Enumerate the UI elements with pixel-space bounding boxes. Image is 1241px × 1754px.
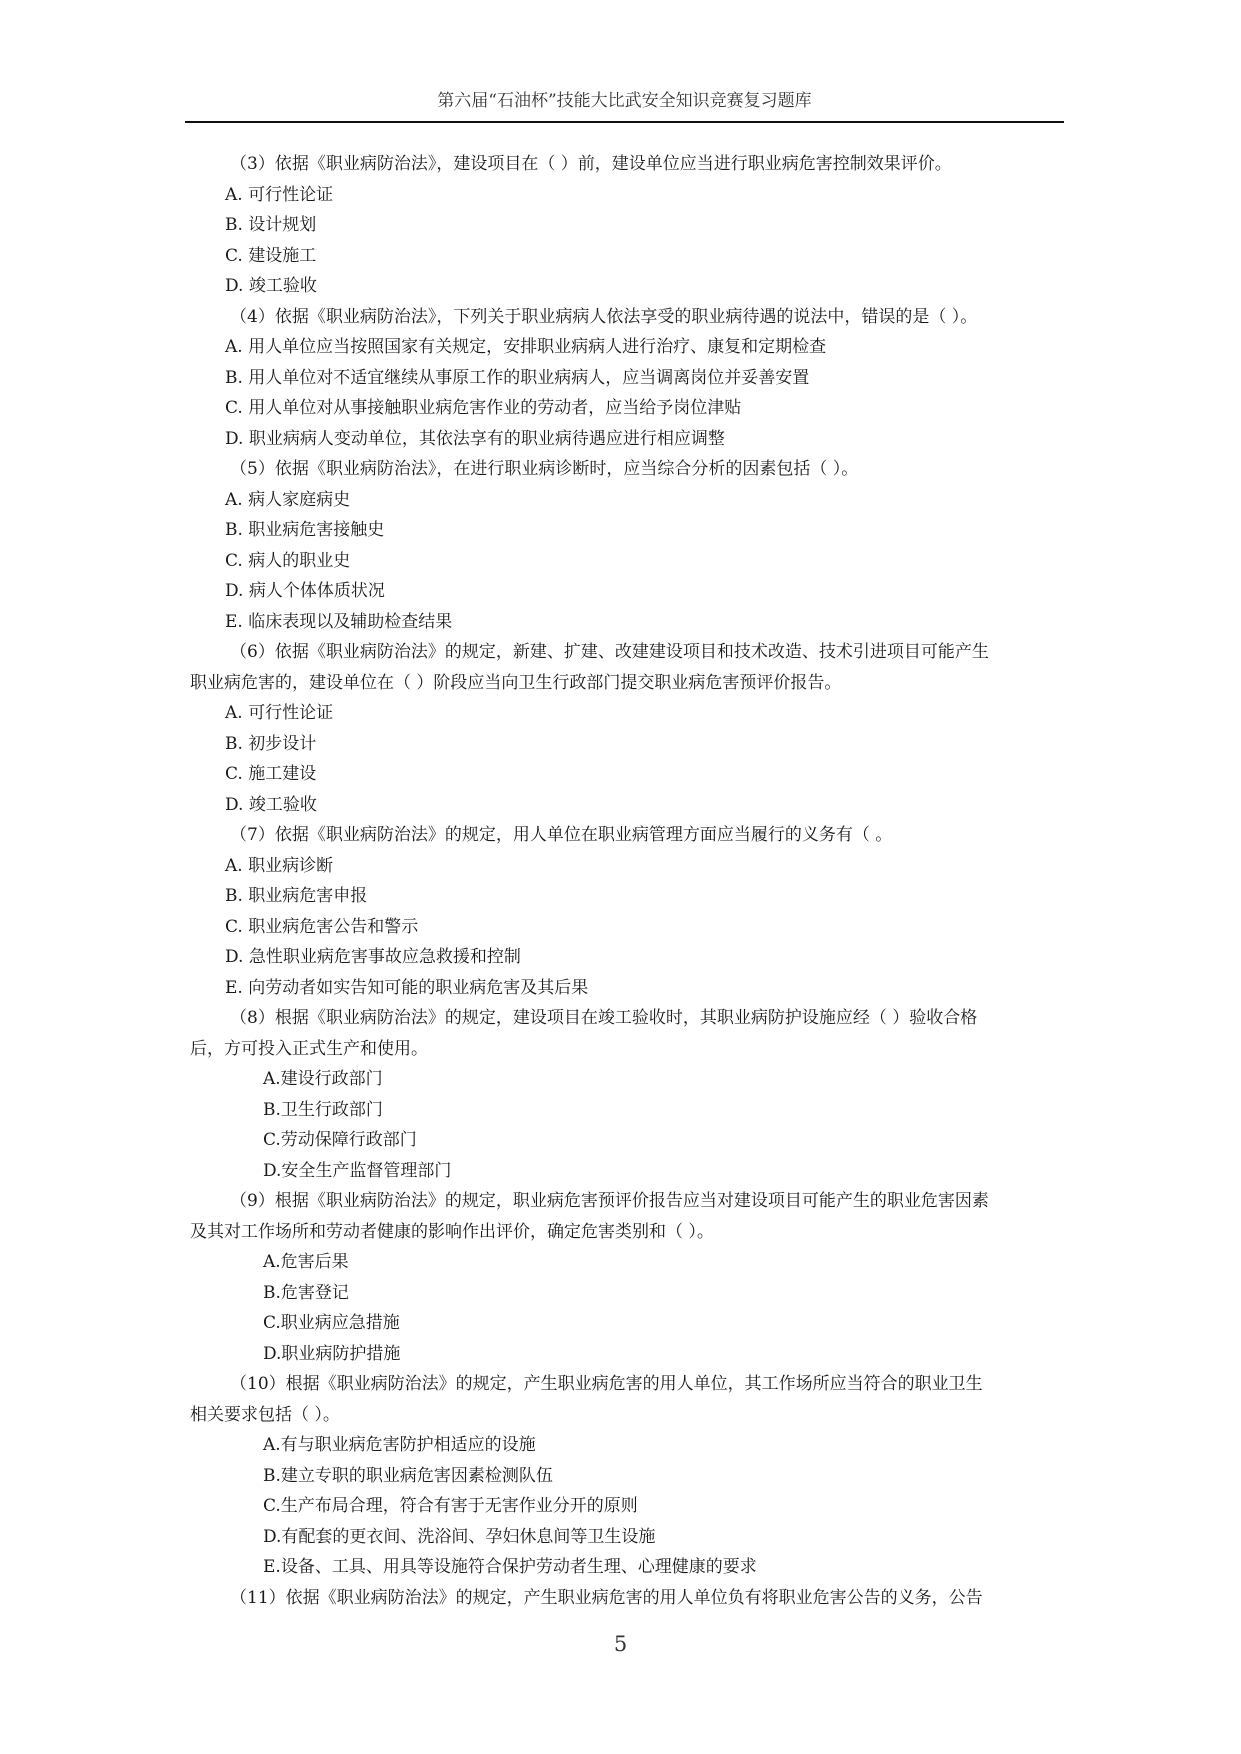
question-line: （9）根据《职业病防治法》的规定，职业病危害预评价报告应当对建设项目可能产生的职业危害因素	[230, 1191, 989, 1211]
question-line: 及其对工作场所和劳动者健康的影响作出评价，确定危害类别和（ ）。	[190, 1221, 714, 1242]
answer-option: B. 用人单位对不适宜继续从事原工作的职业病病人，应当调离岗位并妥善安置	[225, 367, 810, 388]
answer-option: B.卫生行政部门	[263, 1099, 383, 1120]
question-list	[190, 149, 1062, 1613]
answer-option: C. 职业病危害公告和警示	[225, 916, 419, 937]
question-stem	[190, 454, 1062, 485]
question-stem	[190, 1583, 1062, 1614]
answer-option: B. 职业病危害接触史	[225, 520, 385, 540]
question-stem	[190, 637, 1062, 698]
answer-option: C. 用人单位对从事接触职业病危害作业的劳动者，应当给予岗位津贴	[225, 398, 742, 418]
answer-option: A.有与职业病危害防护相适应的设施	[263, 1435, 536, 1455]
answer-option: C. 建设施工	[225, 245, 317, 266]
answer-option: A. 病人家庭病史	[225, 489, 351, 510]
question-stem	[190, 820, 1062, 851]
answer-option: C.劳动保障行政部门	[263, 1130, 417, 1150]
answer-option: B. 设计规划	[225, 215, 317, 235]
question-stem	[190, 1369, 1062, 1430]
answer-option: B.建立专职的职业病危害因素检测队伍	[263, 1465, 553, 1486]
answer-option: D.职业病防护措施	[263, 1343, 401, 1364]
answer-option: C.生产布局合理，符合有害于无害作业分开的原则	[263, 1496, 638, 1516]
question-stem	[190, 149, 1062, 180]
answer-option: D.有配套的更衣间、洗浴间、孕妇休息间等卫生设施	[263, 1526, 656, 1547]
page-number: 5	[613, 1632, 628, 1656]
question-stem	[190, 1186, 1062, 1247]
question-stem	[190, 1003, 1062, 1064]
answer-option: A. 用人单位应当按照国家有关规定，安排职业病病人进行治疗、康复和定期检查	[225, 337, 827, 357]
question-line: 职业病危害的，建设单位在（ ）阶段应当向卫生行政部门提交职业病危害预评价报告。	[190, 672, 842, 693]
answer-option: D. 竣工验收	[225, 276, 317, 296]
answer-option: B. 职业病危害申报	[225, 886, 368, 906]
question-line: （11）依据《职业病防治法》的规定，产生职业病危害的用人单位负有将职业危害公告的义务，公告	[230, 1587, 983, 1608]
question-line: （3）依据《职业病防治法》，建设项目在（ ）前，建设单位应当进行职业病危害控制效果评价。	[230, 154, 952, 174]
question-line: （10）根据《职业病防治法》的规定，产生职业病危害的用人单位，其工作场所应当符合的职业卫生	[230, 1374, 983, 1394]
question-line: （8）根据《职业病防治法》的规定，建设项目在竣工验收时，其职业病防护设施应经（ ）验收合格	[230, 1008, 978, 1028]
answer-option: A.建设行政部门	[263, 1069, 383, 1089]
question-stem	[190, 302, 1062, 333]
answer-option: C. 施工建设	[225, 764, 317, 784]
answer-option: A. 可行性论证	[225, 184, 334, 205]
question-line: （6）依据《职业病防治法》的规定，新建、扩建、改建建设项目和技术改造、技术引进项目可能产生	[230, 642, 989, 662]
question-line: （5）依据《职业病防治法》，在进行职业病诊断时，应当综合分析的因素包括（ ）。	[230, 459, 859, 479]
question-line: （4）依据《职业病防治法》，下列关于职业病病人依法享受的职业病待遇的说法中，错误的是（ ）。	[230, 306, 978, 327]
page-header-title: 第六届“石油杯”技能大比武安全知识竞赛复习题库	[437, 91, 812, 111]
answer-option: D.安全生产监督管理部门	[263, 1160, 452, 1181]
answer-option: E.设备、工具、用具等设施符合保护劳动者生理、心理健康的要求	[263, 1557, 757, 1577]
header-divider	[185, 121, 1064, 123]
answer-option: B. 初步设计	[225, 733, 317, 754]
answer-option: A. 可行性论证	[225, 703, 334, 723]
answer-option: C. 病人的职业史	[225, 550, 351, 571]
answer-option: D. 竣工验收	[225, 794, 317, 815]
answer-option: C.职业病应急措施	[263, 1313, 400, 1333]
answer-option: A.危害后果	[263, 1252, 349, 1272]
answer-option: E. 临床表现以及辅助检查结果	[225, 611, 453, 632]
answer-option: E. 向劳动者如实告知可能的职业病危害及其后果	[225, 977, 589, 998]
answer-option: D. 急性职业病危害事故应急救援和控制	[225, 947, 521, 967]
question-line: 相关要求包括（ ）。	[190, 1404, 340, 1425]
answer-option: D. 病人个体体质状况	[225, 581, 385, 601]
question-line: （7）依据《职业病防治法》的规定，用人单位在职业病管理方面应当履行的义务有（ 。	[230, 825, 893, 845]
answer-option: D. 职业病病人变动单位，其依法享有的职业病待遇应进行相应调整	[225, 428, 725, 449]
question-line: 后，方可投入正式生产和使用。	[190, 1038, 428, 1059]
answer-option: B.危害登记	[263, 1282, 349, 1303]
answer-option: A. 职业病诊断	[225, 855, 334, 876]
